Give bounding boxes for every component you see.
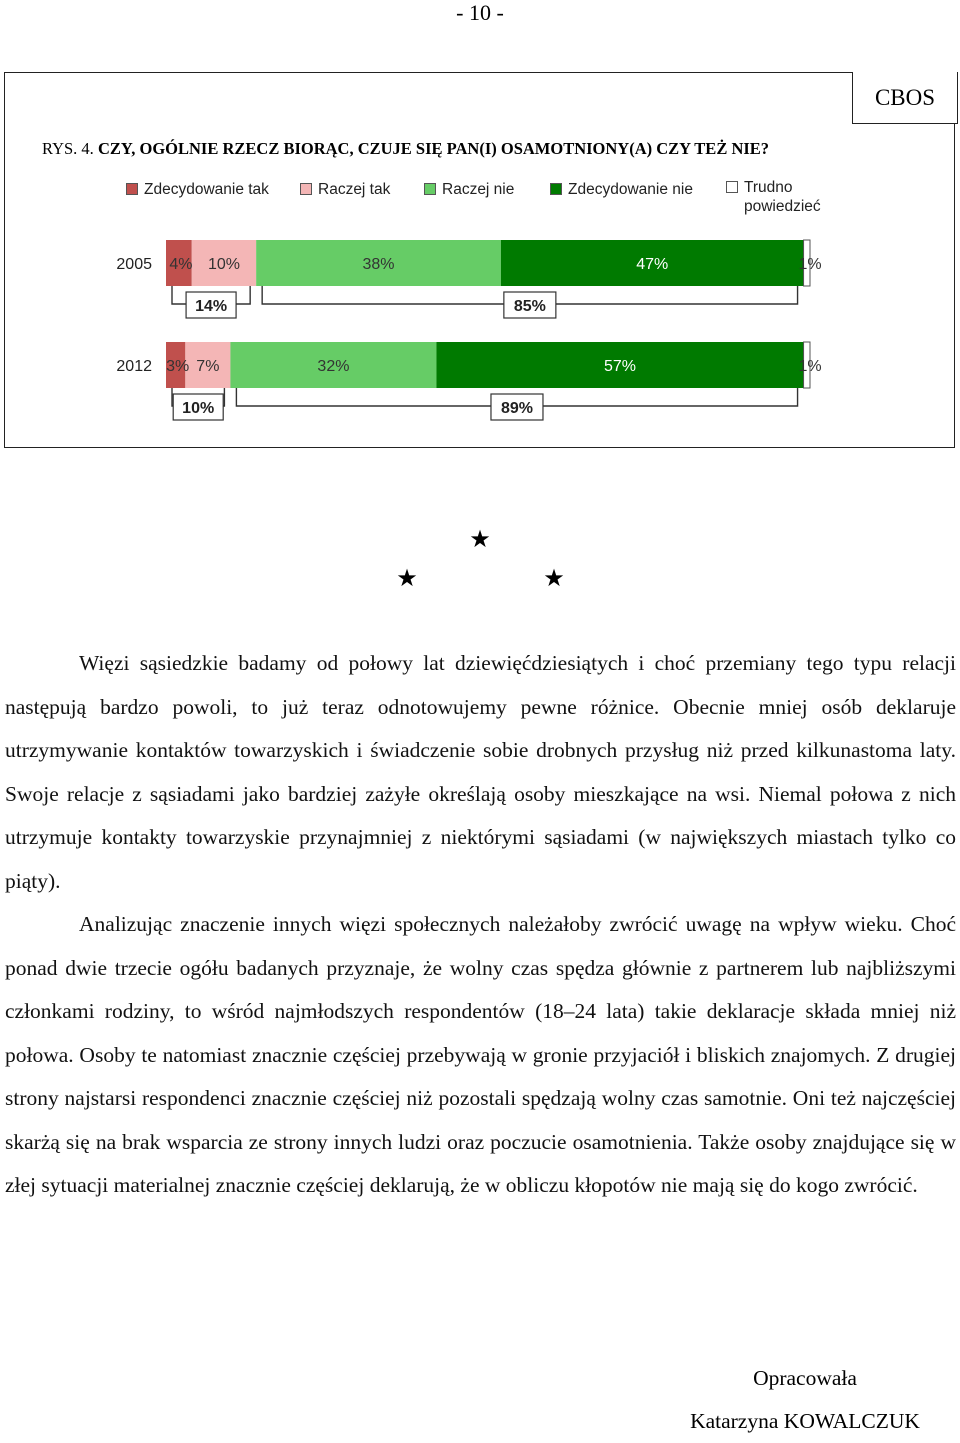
legend-label: Zdecydowanie nie bbox=[568, 181, 693, 198]
star-icon: ★ bbox=[396, 564, 418, 592]
author-signature bbox=[660, 1357, 950, 1443]
star-icon: ★ bbox=[543, 564, 565, 592]
category-label: 2012 bbox=[116, 358, 152, 375]
data-label: 7% bbox=[196, 358, 220, 375]
data-label: 47% bbox=[636, 256, 669, 273]
data-label: 4% bbox=[169, 256, 193, 273]
author-last-name-rest: OWALCZUK bbox=[799, 1409, 920, 1433]
legend-label: Zdecydowanie tak bbox=[144, 181, 269, 198]
category-label: 2005 bbox=[116, 256, 152, 273]
star-icon: ★ bbox=[469, 525, 491, 553]
paragraph: Analizując znaczenie innych więzi społecznych należałoby zwrócić uwagę na wpływ wieku. Choć ponad dwie trzecie ogółu badanych przyznaje, że wolny czas spędza głównie z partnerem lub najbliższymi członkami rodziny, to wśród najmłodszych respondentów (18–24 lata) takie deklaracje składa mniej niż połowa. Osoby te natomiast znacznie częściej przebywają w gronie przyjaciół i bliskich znajomych. Z drugiej strony najstarsi respondenci znacznie częściej niż pozostali spędzają wolny czas samotnie. Oni też najczęściej skarżą się na brak wsparcia ze strony innych ludzi oraz poczucie osamotnienia. Także osoby znajdujące się w złej sytuacji materialnej znacznie częściej deklarują, że w obliczu kłopotów nie mają się do kogo zwrócić. bbox=[5, 912, 956, 1197]
data-label: 1% bbox=[798, 256, 822, 273]
legend-label: Trudno powiedzieć bbox=[744, 179, 821, 215]
paragraph: Więzi sąsiedzkie badamy od połowy lat dziewięćdziesiątych i choć przemiany tego typu relacji następują bardzo powoli, to już teraz odnotowujemy pewne różnice. Obecnie mniej osób deklaruje utrzymywanie kontaktów towarzyskich i świadczenie sobie drobnych przysług niż przed kilkunastoma laty. Swoje relacje z sąsiadami jako bardziej zażyłe określają osoby mieszkające na wsi. Niemal połowa z nich utrzymuje kontakty towarzyskie przynajmniej z niektórymi sąsiadami (w największych miastach tylko co piąty). bbox=[5, 651, 956, 893]
data-label: 38% bbox=[362, 256, 395, 273]
stacked-bar-chart bbox=[0, 0, 960, 450]
author-first-name: Katarzyna bbox=[690, 1409, 779, 1433]
legend-label: Raczej nie bbox=[442, 181, 515, 198]
figure-question: CZY, OGÓLNIE RZECZ BIORĄC, CZUJE SIĘ PAN(I) OSAMOTNIONY(A) CZY TEŻ NIE? bbox=[97, 139, 770, 158]
legend-label: Raczej tak bbox=[318, 181, 391, 198]
total-label: 85% bbox=[513, 298, 546, 315]
author-last-name-initial: K bbox=[783, 1409, 800, 1433]
total-label: 10% bbox=[182, 400, 215, 417]
data-label: 3% bbox=[166, 358, 190, 375]
section-divider-stars bbox=[0, 522, 960, 622]
source-label: CBOS bbox=[852, 72, 958, 124]
page-number: - 10 - bbox=[456, 0, 504, 25]
data-label: 1% bbox=[798, 358, 822, 375]
body-text bbox=[5, 642, 956, 1208]
data-label: 10% bbox=[207, 256, 240, 273]
data-label: 57% bbox=[604, 358, 637, 375]
total-label: 89% bbox=[500, 400, 533, 417]
total-label: 14% bbox=[195, 298, 228, 315]
author-role: Opracowała bbox=[753, 1366, 857, 1390]
figure-number: RYS. 4. bbox=[42, 139, 94, 158]
data-label: 32% bbox=[317, 358, 350, 375]
author-name bbox=[660, 1400, 950, 1443]
